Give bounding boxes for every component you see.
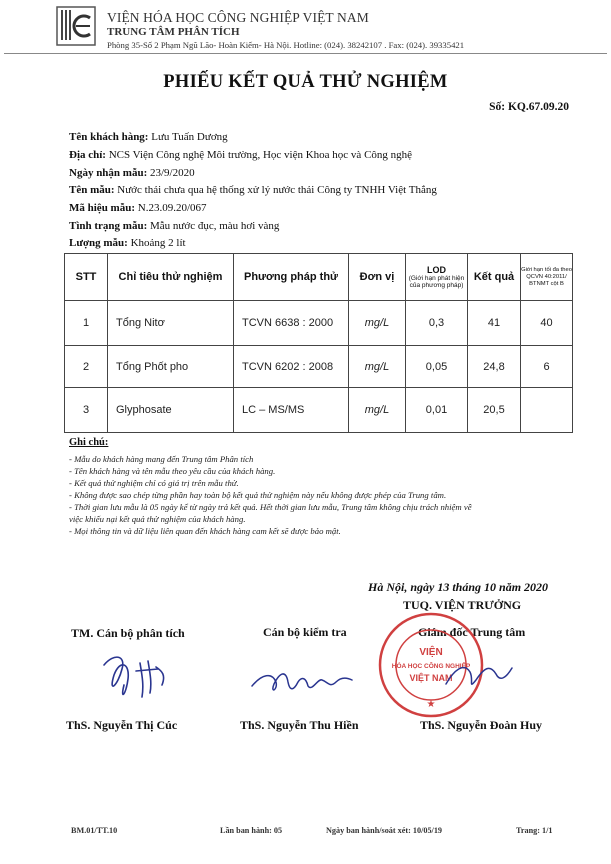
info-status: Tình trạng mẫu: Mẫu nước đục, màu hơi vàng bbox=[69, 220, 280, 232]
analyst-role: TM. Cán bộ phân tích bbox=[71, 626, 185, 640]
header-limit: Giới hạn tối đa theo QCVN 40:2011/ BTNMT cột B bbox=[521, 254, 573, 301]
report-number: Số: KQ.67.09.20 bbox=[489, 101, 569, 113]
analyst-signature bbox=[96, 645, 216, 703]
director-role: Giám đốc Trung tâm bbox=[418, 625, 526, 639]
header-criterion: Chỉ tiêu thử nghiệm bbox=[108, 254, 234, 301]
checker-name: ThS. Nguyễn Thu Hiền bbox=[240, 718, 359, 732]
header-result: Kết quả bbox=[468, 254, 521, 301]
checker-signature bbox=[248, 660, 358, 700]
director-signature bbox=[440, 650, 520, 700]
page-title: PHIẾU KẾT QUẢ THỬ NGHIỆM bbox=[163, 72, 448, 92]
header-divider bbox=[4, 53, 607, 54]
table-row: 1 Tổng Nitơ TCVN 6638 : 2000 mg/L 0,3 41 40 bbox=[65, 301, 573, 346]
center-address: Phòng 35-Số 2 Phạm Ngũ Lão- Hoàn Kiếm- Hà Nội. Hotline: (024). 38242107 . Fax: (024). 39335421 bbox=[107, 40, 465, 50]
institute-name: VIỆN HÓA HỌC CÔNG NGHIỆP VIỆT NAM bbox=[107, 10, 369, 25]
notes-title: Ghi chú: bbox=[69, 437, 109, 448]
table-row: 3 Glyphosate LC – MS/MS mg/L 0,01 20,5 bbox=[65, 388, 573, 433]
note-item: - Thời gian lưu mẫu là 05 ngày kể từ ngày trả kết quả. Hết thời gian lưu mẫu, Trung tâm không chịu trách nhiệm về bbox=[69, 502, 472, 512]
header-unit: Đơn vị bbox=[349, 254, 406, 301]
footer-form: BM.01/TT.10 bbox=[71, 826, 118, 835]
info-received: Ngày nhận mẫu: 23/9/2020 bbox=[69, 167, 195, 179]
footer-edition: Lần ban hành: 05 bbox=[220, 826, 283, 835]
info-code: Mã hiệu mẫu: N.23.09.20/067 bbox=[69, 202, 207, 214]
footer-page: Trang: 1/1 bbox=[516, 826, 553, 835]
note-item: - Tên khách hàng và tên mẫu theo yêu cầu của khách hàng. bbox=[69, 466, 276, 476]
header-lod: LOD (Giới hạn phát hiện của phương pháp) bbox=[406, 254, 468, 301]
note-item: - Không được sao chép từng phần hay toàn bộ kết quả thử nghiệm này nếu không được phép của Trung tâm. bbox=[69, 490, 447, 500]
note-item: - Mẫu do khách hàng mang đến Trung tâm Phân tích bbox=[69, 454, 254, 464]
header-method: Phương pháp thử bbox=[234, 254, 349, 301]
note-item: - Mọi thông tin và dữ liệu liên quan đến khách hàng cam kết sẽ được bảo mật. bbox=[69, 526, 341, 536]
signing-date: Hà Nội, ngày 13 tháng 10 năm 2020 bbox=[368, 580, 549, 594]
checker-role: Cán bộ kiểm tra bbox=[263, 625, 347, 639]
director-name: ThS. Nguyễn Đoàn Huy bbox=[420, 718, 543, 732]
svg-text:HÓA HỌC CÔNG NGHIỆP: HÓA HỌC CÔNG NGHIỆP bbox=[391, 663, 471, 670]
on-behalf-title: TUQ. VIỆN TRƯỞNG bbox=[403, 598, 522, 612]
svg-text:★: ★ bbox=[426, 699, 436, 710]
footer-date: Ngày ban hành/soát xét: 10/05/19 bbox=[326, 826, 443, 835]
info-customer: Tên khách hàng: Lưu Tuấn Dương bbox=[69, 131, 228, 143]
note-item: việc khiếu nại kết quả thử nghiệm của khách hàng. bbox=[69, 514, 246, 524]
analyst-name: ThS. Nguyễn Thị Cúc bbox=[66, 718, 178, 732]
table-row: 2 Tổng Phốt pho TCVN 6202 : 2008 mg/L 0,05 24,8 6 bbox=[65, 346, 573, 388]
table-header-row bbox=[65, 254, 573, 301]
note-item: - Kết quả thử nghiệm chỉ có giá trị trên mẫu thử. bbox=[69, 478, 239, 488]
info-address: Địa chỉ: NCS Viện Công nghệ Môi trường, Học viện Khoa học và Công nghệ bbox=[69, 149, 413, 161]
institute-logo bbox=[56, 6, 96, 46]
center-name: TRUNG TÂM PHÂN TÍCH bbox=[107, 26, 240, 38]
info-sample: Tên mẫu: Nước thải chưa qua hệ thống xử lý nước thải Công ty TNHH Việt Thắng bbox=[69, 184, 437, 196]
svg-text:VIỆT NAM: VIỆT NAM bbox=[409, 673, 453, 683]
svg-text:VIỆN: VIỆN bbox=[419, 647, 443, 658]
results-table bbox=[64, 253, 573, 433]
info-amount: Lượng mẫu: Khoảng 2 lít bbox=[69, 237, 186, 249]
header-stt: STT bbox=[65, 254, 108, 301]
